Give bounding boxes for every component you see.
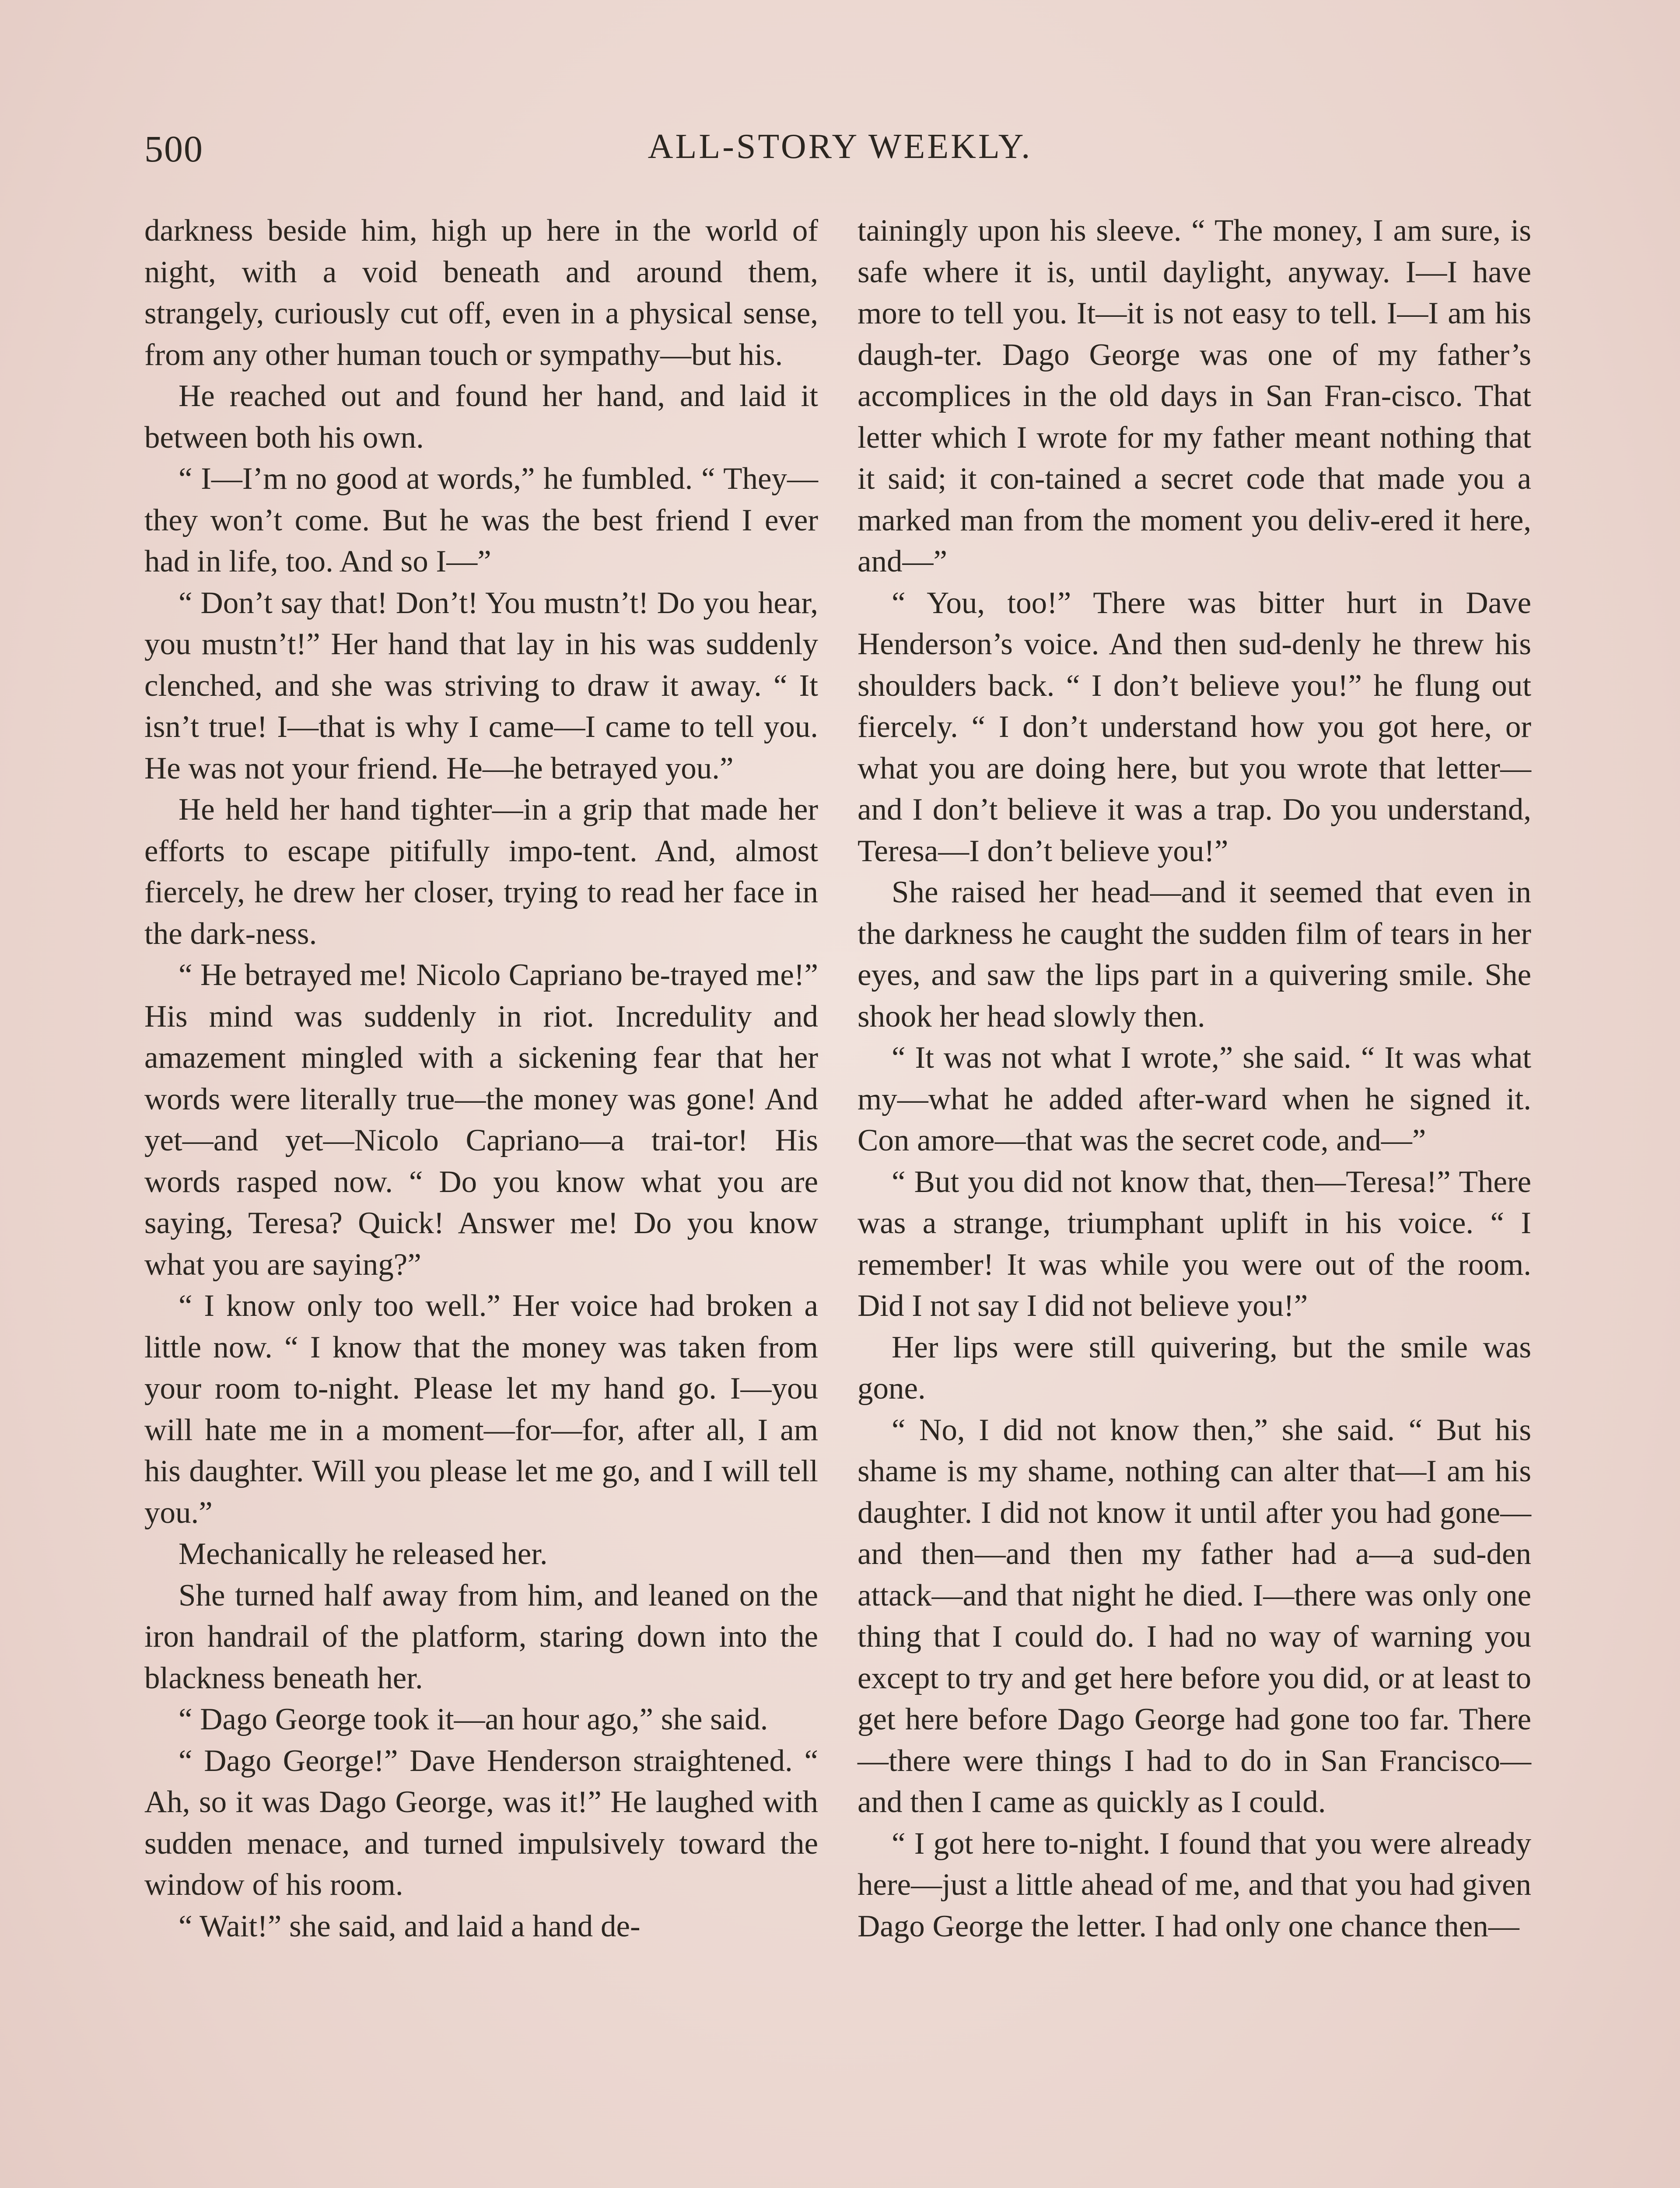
paragraph: “ You, too!” There was bitter hurt in Dave Henderson’s voice. And then sud-denly he threw his shoulders back. “ I don’t believe you!” he flung out fiercely. “ I don’t understand how you got here, or what you are doing here, but you wrote that letter—and I don’t believe it was a trap. Do you understand, Teresa—I don’t believe you!” xyxy=(858,586,1531,868)
page-header xyxy=(144,127,1536,179)
running-title: ALL-STORY WEEKLY. xyxy=(648,127,1032,166)
paragraph: Mechanically he released her. xyxy=(178,1537,548,1571)
paragraph: “ No, I did not know then,” she said. “ But his shame is my shame, nothing can alter that—I am his daughter. I did not know it until after you had gone—and then—and then my father had a—a sud-den attack—and that night he died. I—there was only one thing that I could do. I had no way of warning you except to try and get here before you did, or at least to get here before Dago George had gone too far. There—there were things I had to do in San Francisco—and then I came as quickly as I could. xyxy=(858,1413,1531,1819)
paragraph: “ It was not what I wrote,” she said. “ It was what my—what he added after-ward when he signed it. Con amore—that was the secret code, and—” xyxy=(858,1041,1531,1157)
right-column xyxy=(858,210,1531,1947)
paragraph: “ I got here to-night. I found that you were already here—just a little ahead of me, and that you had given Dago George the letter. I had only one chance then— xyxy=(858,1826,1531,1943)
paragraph: darkness beside him, high up here in the world of night, with a void beneath and around them, strangely, curiously cut off, even in a physical sense, from any other human touch or sympathy—but his. xyxy=(144,214,818,372)
paragraph: tainingly upon his sleeve. “ The money, I am sure, is safe where it is, until daylight, anyway. I—I have more to tell you. It—it is not easy to tell. I—I am his daugh-ter. Dago George was one of my father’s accomplices in the old days in San Fran-cisco. That letter which I wrote for my father meant nothing that it said; it con-tained a secret code that made you a marked man from the moment you deliv-ered it here, and—” xyxy=(858,214,1531,579)
paragraph: “ Dago George!” Dave Henderson straightened. “ Ah, so it was Dago George, was it!” He laughed with sudden menace, and turned impulsively toward the window of his room. xyxy=(144,1743,818,1902)
paragraph: “ Don’t say that! Don’t! You mustn’t! Do you hear, you mustn’t!” Her hand that lay in his was suddenly clenched, and she was striving to draw it away. “ It isn’t true! I—that is why I came—I came to tell you. He was not your friend. He—he betrayed you.” xyxy=(144,586,818,785)
paragraph: “ But you did not know that, then—Teresa!” There was a strange, triumphant uplift in his voice. “ I remember! It was while you were out of the room. Did I not say I did not believe you!” xyxy=(858,1164,1531,1323)
paragraph: He held her hand tighter—in a grip that made her efforts to escape pitifully impo-tent. And, almost fiercely, he drew her closer, trying to read her face in the dark-ness. xyxy=(144,792,818,951)
paragraph: Her lips were still quivering, but the smile was gone. xyxy=(858,1330,1531,1406)
left-column xyxy=(144,210,818,1947)
paragraph: He reached out and found her hand, and laid it between both his own. xyxy=(144,379,818,455)
paragraph: She turned half away from him, and leaned on the iron handrail of the platform, staring down into the blackness beneath her. xyxy=(144,1578,818,1695)
paragraph: “ He betrayed me! Nicolo Capriano be-trayed me!” His mind was suddenly in riot. Incredulity and amazement mingled with a sickening fear that her words were literally true—the money was gone! And yet—and yet—Nicolo Capriano—a trai-tor! His words rasped now. “ Do you know what you are saying, Teresa? Quick! Answer me! Do you know what you are saying?” xyxy=(144,958,818,1282)
page-number: 500 xyxy=(144,128,203,170)
paragraph: “ I—I’m no good at words,” he fumbled. “ They—they won’t come. But he was the best friend I ever had in life, too. And so I—” xyxy=(144,462,818,579)
paragraph: “ I know only too well.” Her voice had broken a little now. “ I know that the money was taken from your room to-night. Please let my hand go. I—you will hate me in a moment—for—for, after all, I am his daughter. Will you please let me go, and I will tell you.” xyxy=(144,1289,818,1530)
paragraph: “ Wait!” she said, and laid a hand de- xyxy=(178,1909,640,1943)
paragraph: “ Dago George took it—an hour ago,” she said. xyxy=(178,1702,768,1736)
paragraph: She raised her head—and it seemed that even in the darkness he caught the sudden film of tears in her eyes, and saw the lips part in a quivering smile. She shook her head slowly then. xyxy=(858,875,1531,1034)
